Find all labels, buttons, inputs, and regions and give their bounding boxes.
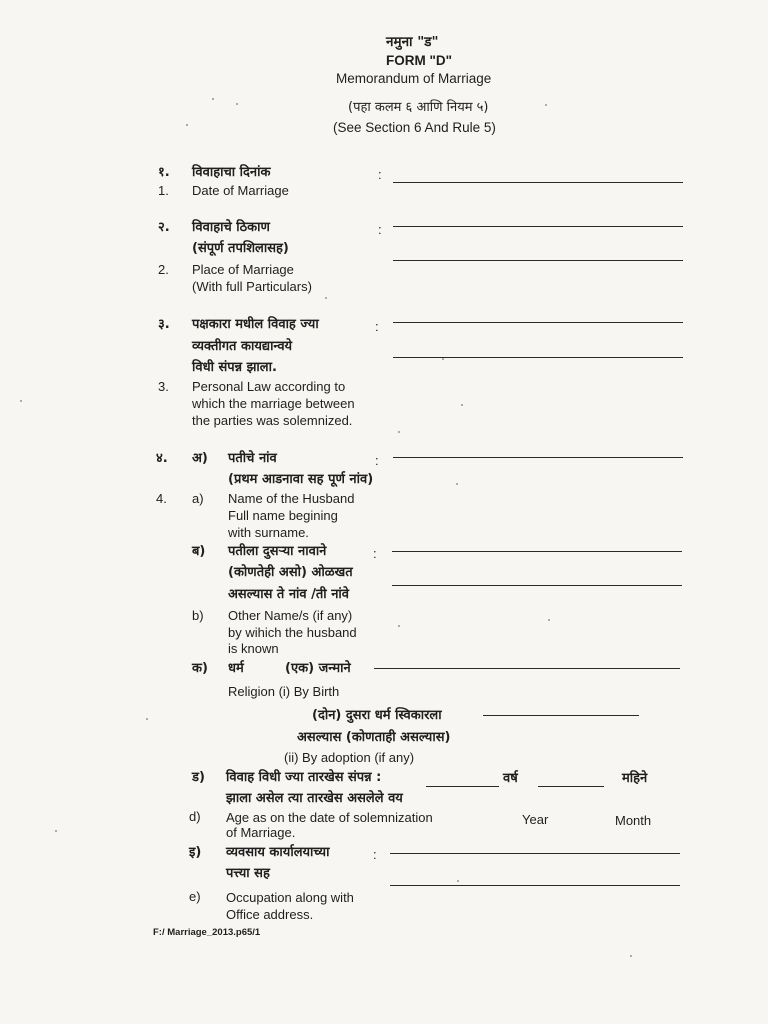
- scan-speck: [630, 955, 632, 957]
- item-4b-label-2: by wihich the husband: [228, 625, 357, 640]
- item-1-number: 1.: [158, 183, 169, 198]
- scan-speck: [20, 400, 22, 402]
- item-4e-answer-line-1[interactable]: [390, 853, 680, 854]
- item-4b-answer-line-1[interactable]: [392, 551, 682, 552]
- item-4d-mark: d): [189, 809, 201, 824]
- scan-speck: [398, 625, 400, 627]
- scan-speck: [146, 718, 148, 720]
- item-4a-mark: a): [192, 491, 204, 506]
- section-reference-marathi: (पहा कलम ६ आणि नियम ५): [348, 100, 489, 115]
- item-2-answer-line-2[interactable]: [393, 260, 683, 261]
- item-4d-label: Age as on the date of solemnization: [226, 810, 433, 825]
- item-4d-month-marathi: महिने: [622, 771, 648, 786]
- item-4c-adoption-marathi-2: असल्यास (कोणताही असल्यास): [297, 730, 451, 745]
- item-4d-year-marathi: वर्ष: [503, 771, 518, 786]
- scan-speck: [548, 619, 550, 621]
- scan-speck: [442, 358, 444, 360]
- item-4e-label-2: Office address.: [226, 907, 314, 922]
- item-2-label: Place of Marriage: [192, 262, 294, 277]
- item-4e-colon: :: [373, 847, 377, 862]
- item-1-colon: :: [378, 167, 382, 182]
- item-4-number: 4.: [156, 491, 167, 506]
- scan-speck: [457, 880, 459, 882]
- item-3-label-3: the parties was solemnized.: [192, 413, 353, 428]
- item-4d-month-label: Month: [615, 813, 652, 828]
- item-4b-mark-marathi: ब): [192, 544, 206, 559]
- form-title-marathi: नमुना "ड": [386, 34, 439, 50]
- item-2-answer-line-1[interactable]: [393, 226, 683, 227]
- item-4e-label: Occupation along with: [226, 890, 354, 905]
- scan-speck: [461, 404, 463, 406]
- item-4d-label-2: of Marriage.: [226, 825, 296, 840]
- item-2-number: 2.: [158, 262, 169, 277]
- scan-speck: [212, 98, 214, 100]
- item-3-label-marathi: पक्षकारा मधील विवाह ज्या: [192, 317, 319, 332]
- item-1-label-marathi: विवाहाचा दिनांक: [192, 165, 271, 180]
- item-4b-label: Other Name/s (if any): [228, 608, 353, 623]
- item-3-label-marathi-3: विधी संपन्न झाला.: [192, 360, 277, 375]
- item-2-number-marathi: २.: [158, 220, 170, 235]
- item-3-number: 3.: [158, 379, 169, 394]
- item-4d-year-answer-line[interactable]: [426, 786, 499, 787]
- item-3-label-2: which the marriage between: [192, 396, 355, 411]
- item-4e-label-marathi-2: पत्त्या सह: [226, 866, 270, 881]
- item-4b-answer-line-2[interactable]: [392, 585, 682, 586]
- item-4a-colon: :: [375, 453, 379, 468]
- scan-speck: [398, 431, 400, 433]
- item-4e-label-marathi: व्यवसाय कार्यालयाच्या: [226, 845, 330, 860]
- item-4e-mark: e): [189, 889, 201, 904]
- item-4d-label-marathi-2: झाला असेल त्या तारखेस असलेले वय: [226, 791, 403, 806]
- item-4c-label-marathi: धर्म: [228, 661, 244, 676]
- item-4e-answer-line-2[interactable]: [390, 885, 680, 886]
- item-1-number-marathi: १.: [158, 165, 170, 180]
- item-1-answer-line[interactable]: [393, 182, 683, 183]
- file-reference: F:/ Marriage_2013.p65/1: [153, 927, 261, 938]
- item-3-number-marathi: ३.: [158, 317, 170, 332]
- item-4b-label-marathi: पतीला दुसऱ्या नावाने: [228, 544, 327, 559]
- item-4a-label-marathi: पतीचे नांव: [228, 451, 277, 466]
- item-4b-colon: :: [373, 546, 377, 561]
- item-4a-label-2: Full name begining: [228, 508, 338, 523]
- item-4e-mark-marathi: इ): [189, 845, 202, 860]
- item-2-colon: :: [378, 222, 382, 237]
- item-3-answer-line-1[interactable]: [393, 322, 683, 323]
- item-4c-birth-answer-line[interactable]: [374, 668, 680, 669]
- item-4d-label-marathi: विवाह विधी ज्या तारखेस संपन्न :: [226, 770, 382, 785]
- item-4d-mark-marathi: ड): [192, 770, 205, 785]
- item-4b-label-3: is known: [228, 641, 279, 656]
- item-3-label-marathi-2: व्यक्तीगत कायद्यान्वये: [192, 339, 293, 354]
- item-4c-adoption-answer-line[interactable]: [483, 715, 639, 716]
- item-4c-adoption-label: (ii) By adoption (if any): [284, 750, 415, 765]
- item-4c-adoption-marathi: (दोन) दुसरा धर्म स्विकारला: [312, 708, 442, 723]
- item-2-label-2: (With full Particulars): [192, 279, 312, 294]
- item-4-number-marathi: ४.: [156, 451, 168, 466]
- item-4b-label-marathi-3: असल्यास ते नांव /ती नांवे: [228, 587, 350, 602]
- item-2-label-marathi-2: (संपूर्ण तपशिलासह): [192, 241, 289, 256]
- item-4a-answer-line[interactable]: [393, 457, 683, 458]
- item-4a-label: Name of the Husband: [228, 491, 355, 506]
- scan-speck: [186, 124, 188, 126]
- item-4c-label: Religion (i) By Birth: [228, 684, 340, 699]
- document-title: Memorandum of Marriage: [336, 71, 492, 86]
- item-4a-mark-marathi: अ): [192, 451, 208, 466]
- item-3-answer-line-2[interactable]: [393, 357, 683, 358]
- scan-speck: [545, 104, 547, 106]
- item-4b-label-marathi-2: (कोणतेही असो) ओळखत: [228, 565, 353, 580]
- scan-speck: [55, 830, 57, 832]
- item-4c-mark-marathi: क): [192, 661, 208, 676]
- item-2-label-marathi: विवाहाचे ठिकाण: [192, 220, 270, 235]
- item-4a-label-3: with surname.: [228, 525, 309, 540]
- item-3-label: Personal Law according to: [192, 379, 346, 394]
- item-4a-label-marathi-2: (प्रथम आडनावा सह पूर्ण नांव): [228, 472, 374, 487]
- scan-speck: [325, 297, 327, 299]
- item-4d-year-label: Year: [522, 812, 549, 827]
- section-reference: (See Section 6 And Rule 5): [333, 120, 496, 135]
- scan-speck: [236, 103, 238, 105]
- item-1-label: Date of Marriage: [192, 183, 289, 198]
- item-4c-by-birth-marathi: (एक) जन्माने: [285, 661, 351, 676]
- item-4d-month-answer-line[interactable]: [538, 786, 604, 787]
- form-title: FORM "D": [386, 53, 453, 68]
- scan-speck: [456, 483, 458, 485]
- item-4b-mark: b): [192, 608, 204, 623]
- item-3-colon: :: [375, 319, 379, 334]
